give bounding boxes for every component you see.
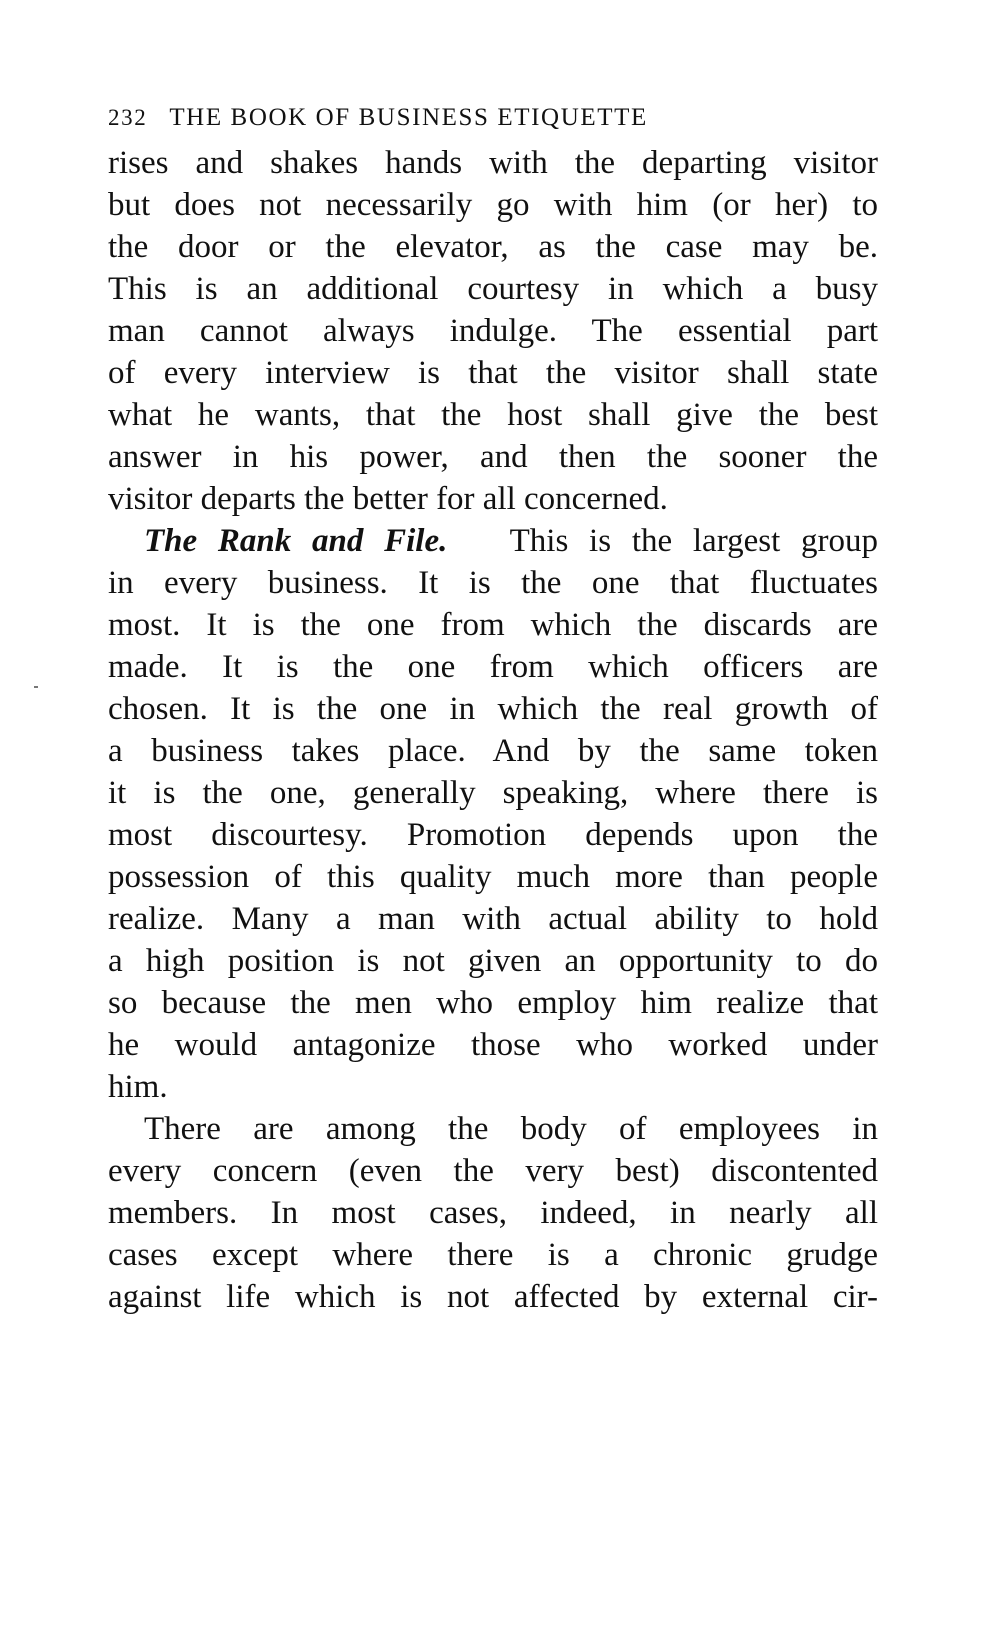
text-line: members. In most cases, indeed, in nearly all [108, 1195, 878, 1231]
paragraph-2 [108, 520, 878, 1108]
text-line: chosen. It is the one in which the real growth of [108, 691, 878, 727]
paragraph-1 [108, 142, 878, 520]
paragraph-3 [108, 1108, 878, 1318]
text-line: realize. Many a man with actual ability to hold [108, 901, 878, 937]
page-number: 232 [108, 105, 148, 130]
text-line: what he wants, that the host shall give the best [108, 397, 878, 433]
text-line: so because the men who employ him realize that [108, 985, 878, 1021]
text-line: answer in his power, and then the sooner the [108, 439, 878, 475]
text-line: the door or the elevator, as the case may be. [108, 229, 878, 265]
running-title: THE BOOK OF BUSINESS ETIQUETTE [169, 104, 648, 131]
text-body [108, 142, 878, 1318]
running-head [108, 98, 878, 142]
text-fragment: This is the largest group [509, 523, 878, 559]
text-line: of every interview is that the visitor shall state [108, 355, 878, 391]
run-in-heading: The Rank and File. [144, 523, 448, 559]
text-line-with-heading [108, 520, 878, 562]
text-line: a business takes place. And by the same token [108, 733, 878, 769]
text-line: man cannot always indulge. The essential part [108, 313, 878, 349]
text-line: most. It is the one from which the discards are [108, 607, 878, 643]
text-line: but does not necessarily go with him (or her) to [108, 187, 878, 223]
text-line: made. It is the one from which officers are [108, 649, 878, 685]
text-line: in every business. It is the one that fluctuates [108, 565, 878, 601]
text-line: it is the one, generally speaking, where there is [108, 775, 878, 811]
text-line: There are among the body of employees in [144, 1111, 878, 1147]
book-page [108, 98, 878, 1318]
text-line: against life which is not affected by external cir- [108, 1279, 878, 1315]
margin-speck [34, 686, 38, 688]
text-line: a high position is not given an opportunity to do [108, 943, 878, 979]
text-line: cases except where there is a chronic grudge [108, 1237, 878, 1273]
text-line: him. [108, 1069, 168, 1105]
text-line: every concern (even the very best) discontented [108, 1153, 878, 1189]
text-line: he would antagonize those who worked under [108, 1027, 878, 1063]
text-line: visitor departs the better for all concerned. [108, 481, 668, 517]
text-line: possession of this quality much more than people [108, 859, 878, 895]
text-line: rises and shakes hands with the departing visitor [108, 145, 878, 181]
text-line: This is an additional courtesy in which a busy [108, 271, 878, 307]
text-line: most discourtesy. Promotion depends upon the [108, 817, 878, 853]
